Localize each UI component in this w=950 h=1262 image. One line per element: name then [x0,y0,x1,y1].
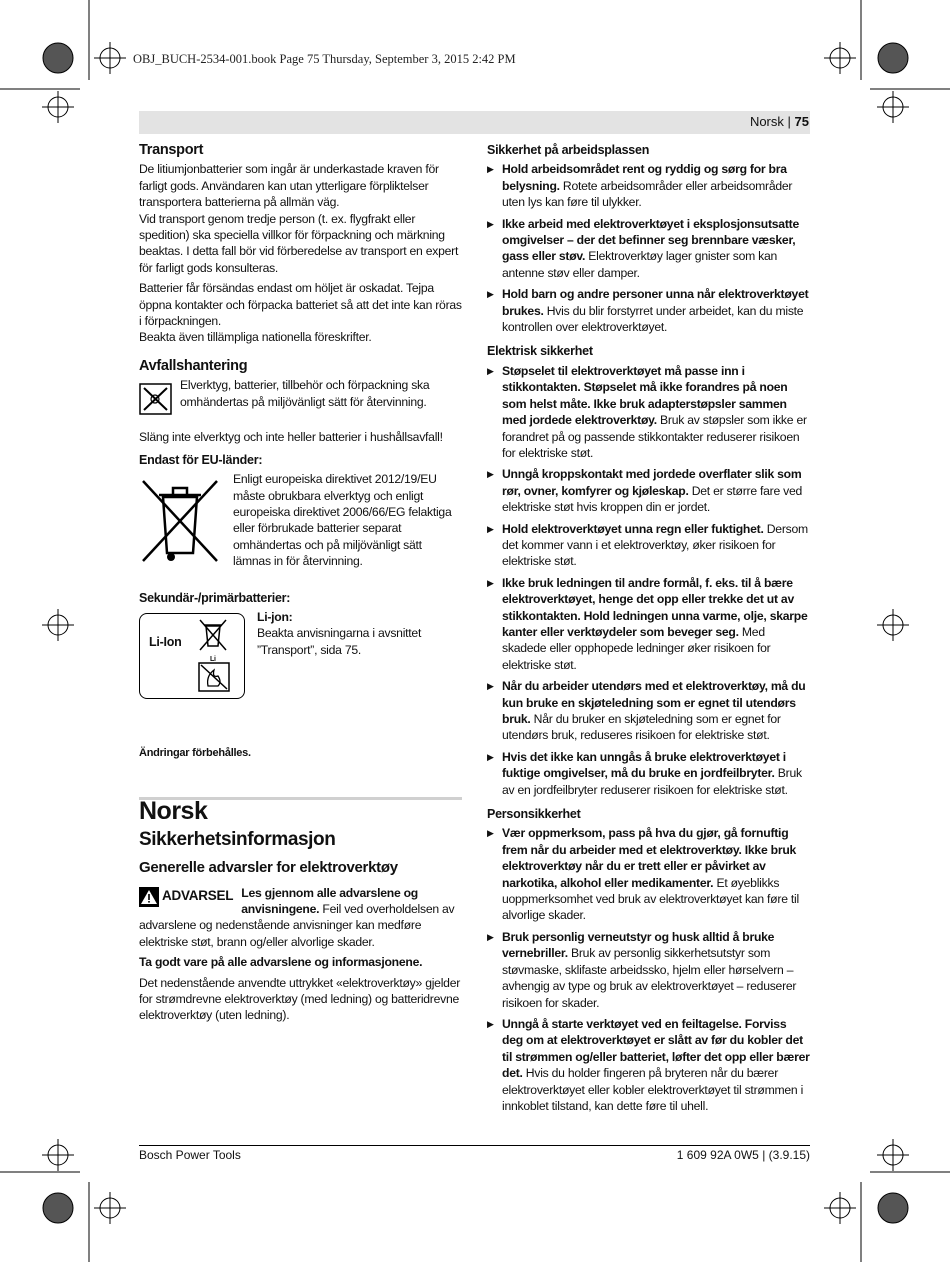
bullet-item [487,216,810,282]
safety-title: Sikkerhetsinformasjon [139,828,336,850]
battery-heading: Sekundär-/primärbatterier: [139,590,291,605]
warning-rest: Feil ved overholdelsen av advarslene og nedenstående anvisninger kan medføre elektriske støt, brann og/eller alvorlige skader. [139,901,455,949]
page-header [750,114,809,129]
bullet-bold: Vær oppmerksom, pass på hva du gjør, gå fornuftig frem når du arbeider med et elektroverktøy. Ikke bruk elektroverktøy når du er trett eller er påvirket av narkotika, alkohol eller medikamenter. [502,826,797,890]
bullet-text: Med skadede eller opphopede ledninger øker risikoen for elektriske støt. [502,624,771,672]
avfall-p1: Elverktyg, batterier, tillbehör och förpackning ska omhändertas på miljövänligt sätt för återvinning. [180,378,430,409]
eu-heading: Endast för EU-länder: [139,452,263,467]
header-language: Norsk [749,114,784,129]
eu-row [139,471,462,573]
general-warnings-title: Generelle advarsler for elektroverktøy [139,859,398,877]
li-ion-info [257,609,462,662]
transport-p1: De litiumjonbatterier som ingår är underkastade kraven för farligt gods. Användaren kan utan ytterligare förpliktelser transportera batterierna på allmän väg. [139,162,439,210]
avfall-p2: Släng inte elverktyg och inte heller batterier i hushållsavfall! [139,430,443,445]
workplace-heading: Sikkerhet på arbeidsplassen [487,143,650,157]
bullet-bold: Når du arbeider utendørs med et elektroverktøy, må du kun bruke en skjøteledning som er egnet til utendørs bruk. [502,679,806,726]
transport-p4: Beakta även tillämpliga nationella föreskrifter. [139,330,372,345]
page-number: 75 [794,114,809,129]
color-target-mark [43,43,73,73]
print-info-line: OBJ_BUCH-2534-001.book Page 75 Thursday, September 3, 2015 2:42 PM [133,52,516,66]
electric-list [487,363,810,798]
norsk-title: Norsk [139,797,208,826]
bullet-bold: Hold arbeidsområdet rent og ryddig og sørg for bra belysning. [502,162,787,193]
transport-p2: Vid transport genom tredje person (t. ex. flygfrakt eller spedition) ska speciella villkor för förpackning och märkning beaktas. I detta fall bör vid förberedelse av transport en expert för farligt gods konsulteras. [139,211,459,275]
bullet-bold: Unngå kroppskontakt med jordede overflater slik som rør, ovner, komfyrer og kjøleskap. [502,467,802,498]
changes-note: Ändringar förbehålles. [139,746,251,759]
li-ion-text: Beakta anvisningarna i avsnittet ”Transport”, sida 75. [257,626,422,657]
bullet-text: Når du bruker en skjøteledning som er egnet for utendørs bruk, reduseres risikoen for elektriske støt. [502,712,781,743]
warning-bold: Les gjennom alle advarslene og anvisningene. [241,885,418,916]
bullet-item [487,161,810,210]
bullet-item [487,929,810,1011]
bullet-item [487,825,810,923]
battery-bin-icon [198,618,228,652]
bullet-text: Bruk av en jordfeilbryter reduserer risikoen for elektriske støt. [502,766,802,797]
personal-heading: Personsikkerhet [487,807,581,822]
recycle-icon [139,383,172,415]
electric-heading: Elektrisk sikkerhet [487,344,593,359]
footer-right: 1 609 92A 0W5 | (3.9.15) [676,1148,810,1162]
bullet-text: Bruk av støpsler som ikke er forandret på og passende stikkontakter reduserer risikoen for elektriske støt. [502,413,807,460]
header-separator: | [787,114,791,129]
bullet-text: Hvis du holder fingeren på bryteren når du bærer elektroverktøyet eller kobler elektroverktøyet til strømmen i innkoblet tilstand, kan dette føre til uhell. [502,1066,804,1113]
bullet-text: Rotete arbeidsområder eller arbeidsområder uten lys kan føre til ulykker. [502,178,793,210]
recycle-row [139,377,462,415]
bullet-bold: Ikke arbeid med elektroverktøyet i eksplosjonsutsatte omgivelser – der det befinner seg brennbare væsker, gass eller støv. [502,216,799,264]
avfall-heading: Avfallshantering [139,357,248,374]
bullet-bold: Hold elektroverktøyet unna regn eller fuktighet. [502,521,764,536]
keep-warnings: Ta godt vare på alle advarslene og informasjonene. [139,955,423,970]
warning-triangle-icon [139,887,159,907]
bullet-item [487,749,810,798]
bullet-text: Et øyeblikks uoppmerksomhet ved bruk av elektroverktøyet kan føre til alvorlige skader. [502,875,799,923]
bullet-item [487,286,810,335]
term-explanation: Det nedenstående anvendte uttrykket «elektroverktøy» gjelder for strømdrevne elektroverktøy (med ledning) og batteridrevne elektroverktøy (uten ledning). [139,975,461,1023]
transport-p3: Batterier får försändas endast om höljet är oskadat. Tejpa öppna kontakter och förpacka batteriet så att det inte kan röras i förpackningen. [139,281,462,329]
bullet-bold: Hvis det ikke kan unngås å bruke elektroverktøyet i fuktige omgivelser, må du bruke en jordfeilbryter. [502,749,786,781]
bullet-text: Dersom det kommer vann i et elektroverktøy, øker risikoen for elektriske støt. [502,521,808,569]
bullet-bold: Unngå å starte verktøyet ved en feiltagelse. Forviss deg om at elektroverktøyet er slått av før du kobler det til strømmen og/eller batteriet, løfter det opp eller bærer det. [502,1016,810,1081]
color-target-mark [878,1193,908,1223]
bullet-text: Elektroverktøy lager gnister som kan antenne støv eller damper. [502,249,778,280]
li-ion-heading: Li-jon: [257,609,293,624]
no-fire-icon [198,662,230,692]
bullet-bold: Bruk personlig verneutstyr og husk alltid å bruke vernebriller. [502,929,775,961]
bullet-text: Det er større fare ved elektriske støt hvis kroppen din er jordet. [502,483,803,515]
battery-row [139,609,462,699]
right-column [487,142,810,1119]
bullet-item [487,575,810,673]
crossed-bin-icon [139,475,221,565]
bullet-text: Hvis du blir forstyrret under arbeidet, kan du miste kontrollen over elektroverktøyet. [502,303,804,335]
footer-rule [139,1145,810,1146]
footer-left: Bosch Power Tools [139,1148,241,1162]
warning-block [139,885,462,951]
bullet-bold: Støpselet til elektroverktøyet må passe inn i stikkontakten. Støpselet må ikke forandres på noen som helst måte. Ikke bruk adapterstøpsler sammen med jordede elektroverktøy. [502,363,788,428]
color-target-mark [878,43,908,73]
transport-heading: Transport [139,142,204,158]
bullet-bold: Hold barn og andre personer unna når elektroverktøyet brukes. [502,287,809,318]
personal-list [487,825,810,1114]
eu-text: Enligt europeiska direktivet 2012/19/EU måste obrukbara elverktyg och enligt europeiska direktivet 2006/66/EG felaktiga eller förbrukade batterier separat omhändertas och på miljövänligt sätt lämnas in för återvinning. [233,472,452,569]
advarsel-label: ADVARSEL [162,888,234,904]
li-small-label: Li [210,655,216,663]
bullet-item [487,363,810,461]
bullet-text: Bruk av personlig sikkerhetsutstyr som støvmaske, sklifaste arbeidssko, hjelm eller hørselvern – avhengig av type og bruk av elektroverktøyet – reduserer risikoen for skader. [502,946,797,1010]
left-column [139,142,462,1028]
bullet-item [487,521,810,570]
bullet-bold: Ikke bruk ledningen til andre formål, f. eks. til å bære elektroverktøyet, henge det opp eller trekke det ut av stikkontakten. Hold ledningen unna varme, olje, skarpe kanter eller verktøydeler som beveger seg. [502,575,808,639]
workplace-list [487,161,810,335]
advarsel-badge [139,887,233,907]
bullet-item [487,1016,810,1114]
li-ion-label: Li-Ion [149,634,182,649]
color-target-mark [43,1193,73,1223]
header-bar [139,111,810,134]
bullet-item [487,466,810,515]
li-ion-label-box [139,613,245,699]
bullet-item [487,678,810,744]
